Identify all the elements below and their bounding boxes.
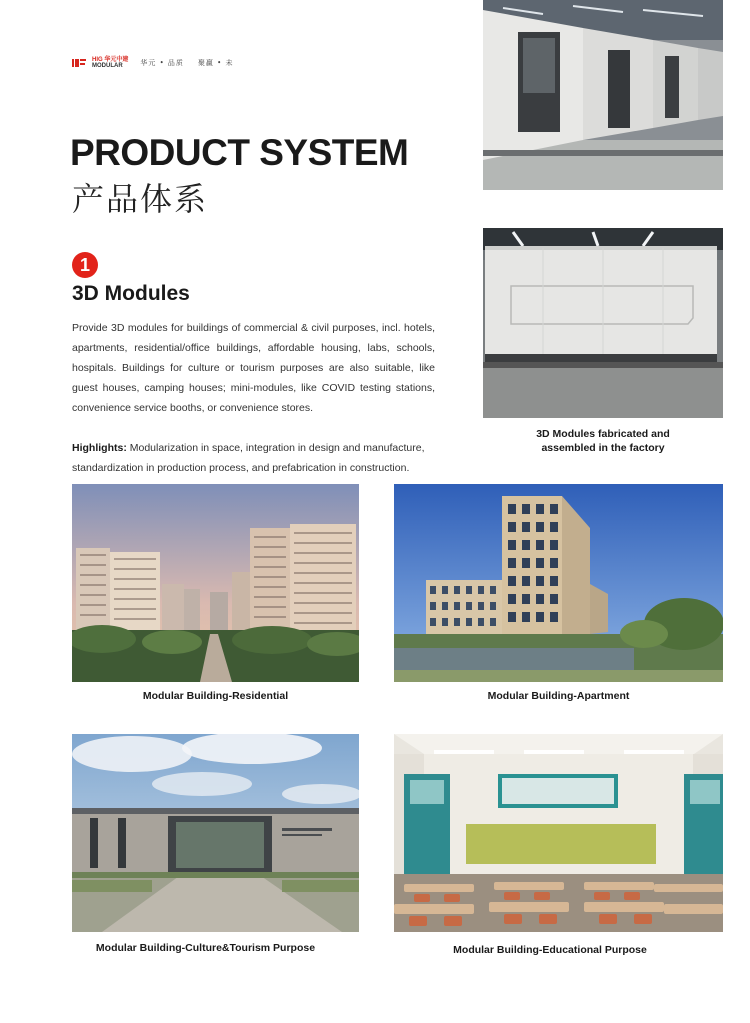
culture-tourism-photo <box>72 734 359 932</box>
highlights-text: Modularization in space, integration in design and manufacture, standardization in production process, and prefabrication in construction. <box>72 442 425 474</box>
factory-caption-line-1: 3D Modules fabricated and <box>536 428 670 440</box>
culture-tourism-caption: Modular Building-Culture&Tourism Purpose <box>95 942 316 954</box>
logo-line-2: MODULAR <box>92 63 123 69</box>
section-number-badge: 1 <box>72 252 98 278</box>
highlights-label: Highlights: <box>72 442 127 454</box>
logo-text <box>92 57 128 69</box>
section-title: 3D Modules <box>72 282 190 305</box>
brand-logo <box>72 57 234 69</box>
educational-caption: Modular Building-Educational Purpose <box>453 944 647 956</box>
section-highlights <box>72 438 440 478</box>
classroom-photo <box>394 734 723 932</box>
factory-modules-photo <box>483 0 723 190</box>
apartment-photo <box>394 484 723 682</box>
page-title-english: PRODUCT SYSTEM <box>70 132 409 173</box>
factory-module-photo <box>483 228 723 418</box>
logo-line-1: HIG 华元中建 <box>92 57 129 63</box>
logo-mark-icon <box>72 58 86 68</box>
factory-caption <box>483 427 723 455</box>
page-title-chinese: 产品体系 <box>72 180 209 218</box>
slogan-1: 华元 • 品质 <box>140 59 184 67</box>
residential-caption: Modular Building-Residential <box>142 690 289 702</box>
section-description: Provide 3D modules for buildings of commercial & civil purposes, incl. hotels, apartments, residential/office buildings, affordable housing, labs, schools, hospitals. Buildings for culture or tourism purposes are also suitable, like guest houses, camping houses; mini-modules, like COVID testing stations, convenience service booths, or convenience stores. <box>72 322 435 414</box>
apartment-caption: Modular Building-Apartment <box>487 690 630 702</box>
slogan-2: 聚赢 • 未 <box>197 59 234 67</box>
factory-caption-line-2: assembled in the factory <box>541 442 665 454</box>
residential-photo <box>72 484 359 682</box>
